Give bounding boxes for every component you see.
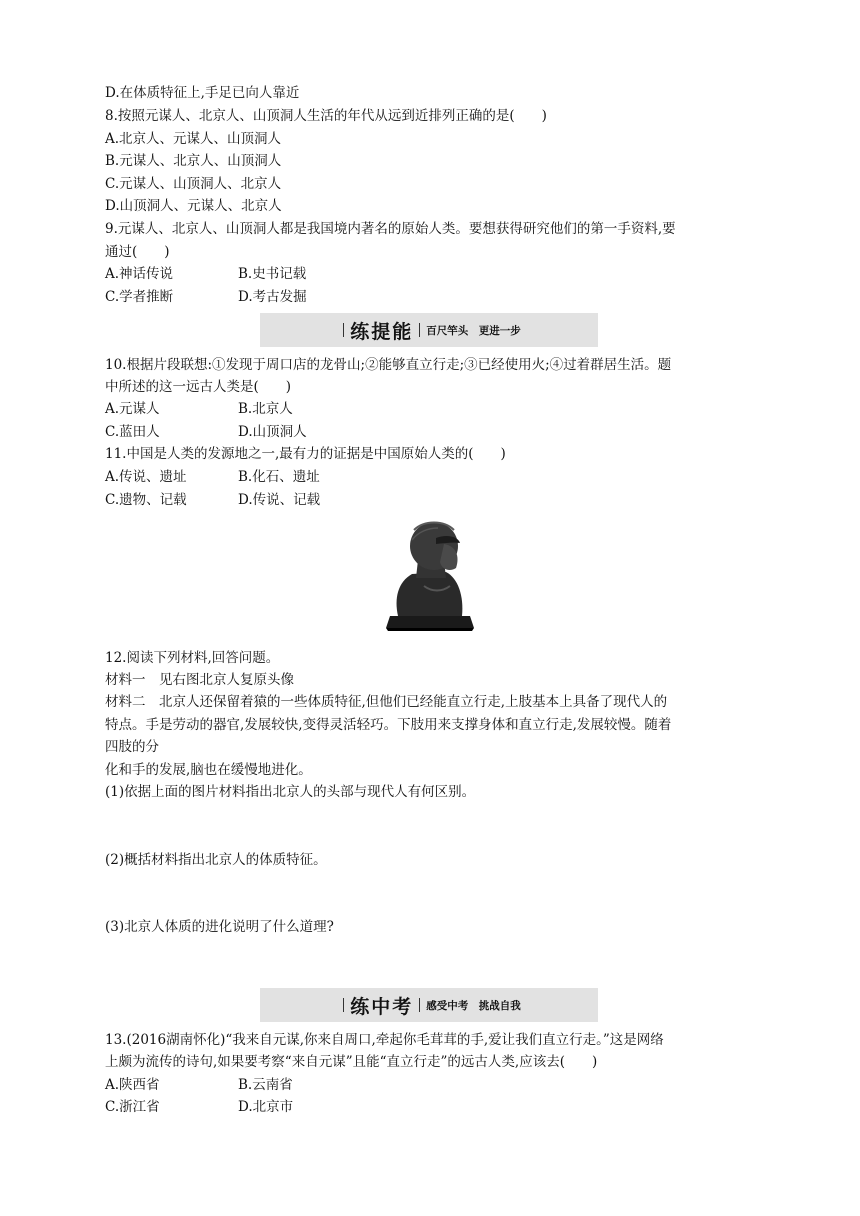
q13-option-a: A.陕西省 [105,1077,160,1093]
q10-option-c: C.蓝田人 [105,424,160,440]
q9-option-d: D.考古发掘 [238,289,307,305]
section-subtitle: 百尺竿头 更进一步 [426,324,521,337]
q10-stem-line2: 中所述的这一远古人类是( ) [105,379,292,395]
q11-stem: 11.中国是人类的发源地之一,最有力的证据是中国原始人类的( ) [105,446,506,462]
banner-divider [343,323,344,337]
section-title: 练提能 [350,320,414,343]
q9-option-a: A.神话传说 [105,266,174,282]
q13-option-b: B.云南省 [238,1077,293,1093]
q12-stem: 12.阅读下列材料,回答问题。 [105,650,280,666]
q12-subquestion-1: (1)依据上面的图片材料指出北京人的头部与现代人有何区别。 [105,784,476,800]
q11-option-a: A.传说、遗址 [105,469,187,485]
section-banner-zhongkao [260,988,598,1022]
q13-option-c: C.浙江省 [105,1099,160,1115]
section-subtitle: 感受中考 挑战自我 [426,999,521,1012]
q12-material2-line4: 化和手的发展,脑也在缓慢地进化。 [105,762,312,778]
q8-option-a: A.北京人、元谋人、山顶洞人 [105,131,282,147]
banner-divider [419,323,420,337]
q8-option-b: B.元谋人、北京人、山顶洞人 [105,153,282,169]
q9-option-c: C.学者推断 [105,289,174,305]
q8-option-c: C.元谋人、山顶洞人、北京人 [105,176,282,192]
q12-material2-line3: 四肢的分 [105,739,159,755]
q9-option-b: B.史书记载 [238,266,307,282]
q12-material2-line1: 材料二 北京人还保留着猿的一些体质特征,但他们已经能直立行走,上肢基本上具备了现代人的 [105,694,668,710]
banner-divider [419,998,420,1012]
q11-option-c: C.遗物、记载 [105,492,187,508]
q8-option-d: D.山顶洞人、元谋人、北京人 [105,198,282,214]
section-banner-tineng [260,313,598,347]
q12-subquestion-2: (2)概括材料指出北京人的体质特征。 [105,852,327,868]
q11-option-b: B.化石、遗址 [238,469,320,485]
q10-option-b: B.北京人 [238,401,293,417]
peking-man-bust-image [384,516,476,632]
q8-stem: 8.按照元谋人、北京人、山顶洞人生活的年代从远到近排列正确的是( ) [105,108,547,124]
q10-option-a: A.元谋人 [105,401,160,417]
q10-stem-line1: 10.根据片段联想:①发现于周口店的龙骨山;②能够直立行走;③已经使用火;④过着群居生活。题 [105,357,672,373]
q11-option-d: D.传说、记载 [238,492,321,508]
q9-stem-line1: 9.元谋人、北京人、山顶洞人都是我国境内著名的原始人类。要想获得研究他们的第一手资料,要 [105,221,676,237]
q12-material2-line2: 特点。手是劳动的器官,发展较快,变得灵活轻巧。下肢用来支撑身体和直立行走,发展较慢。随着 [105,717,672,733]
q13-stem-line1: 13.(2016湖南怀化)“我来自元谋,你来自周口,牵起你毛茸茸的手,爱让我们直立行走。”这是网络 [105,1032,664,1048]
q10-option-d: D.山顶洞人 [238,424,307,440]
q12-subquestion-3: (3)北京人体质的进化说明了什么道理? [105,919,334,935]
banner-divider [343,998,344,1012]
q13-option-d: D.北京市 [238,1099,294,1115]
section-title: 练中考 [350,995,414,1018]
q9-stem-line2: 通过( ) [105,244,170,260]
q12-material1: 材料一 见右图北京人复原头像 [105,672,294,688]
q7-option-d: D.在体质特征上,手足已向人靠近 [105,85,300,101]
q13-stem-line2: 上颇为流传的诗句,如果要考察“来自元谋”且能“直立行走”的远古人类,应该去( ) [105,1054,598,1070]
